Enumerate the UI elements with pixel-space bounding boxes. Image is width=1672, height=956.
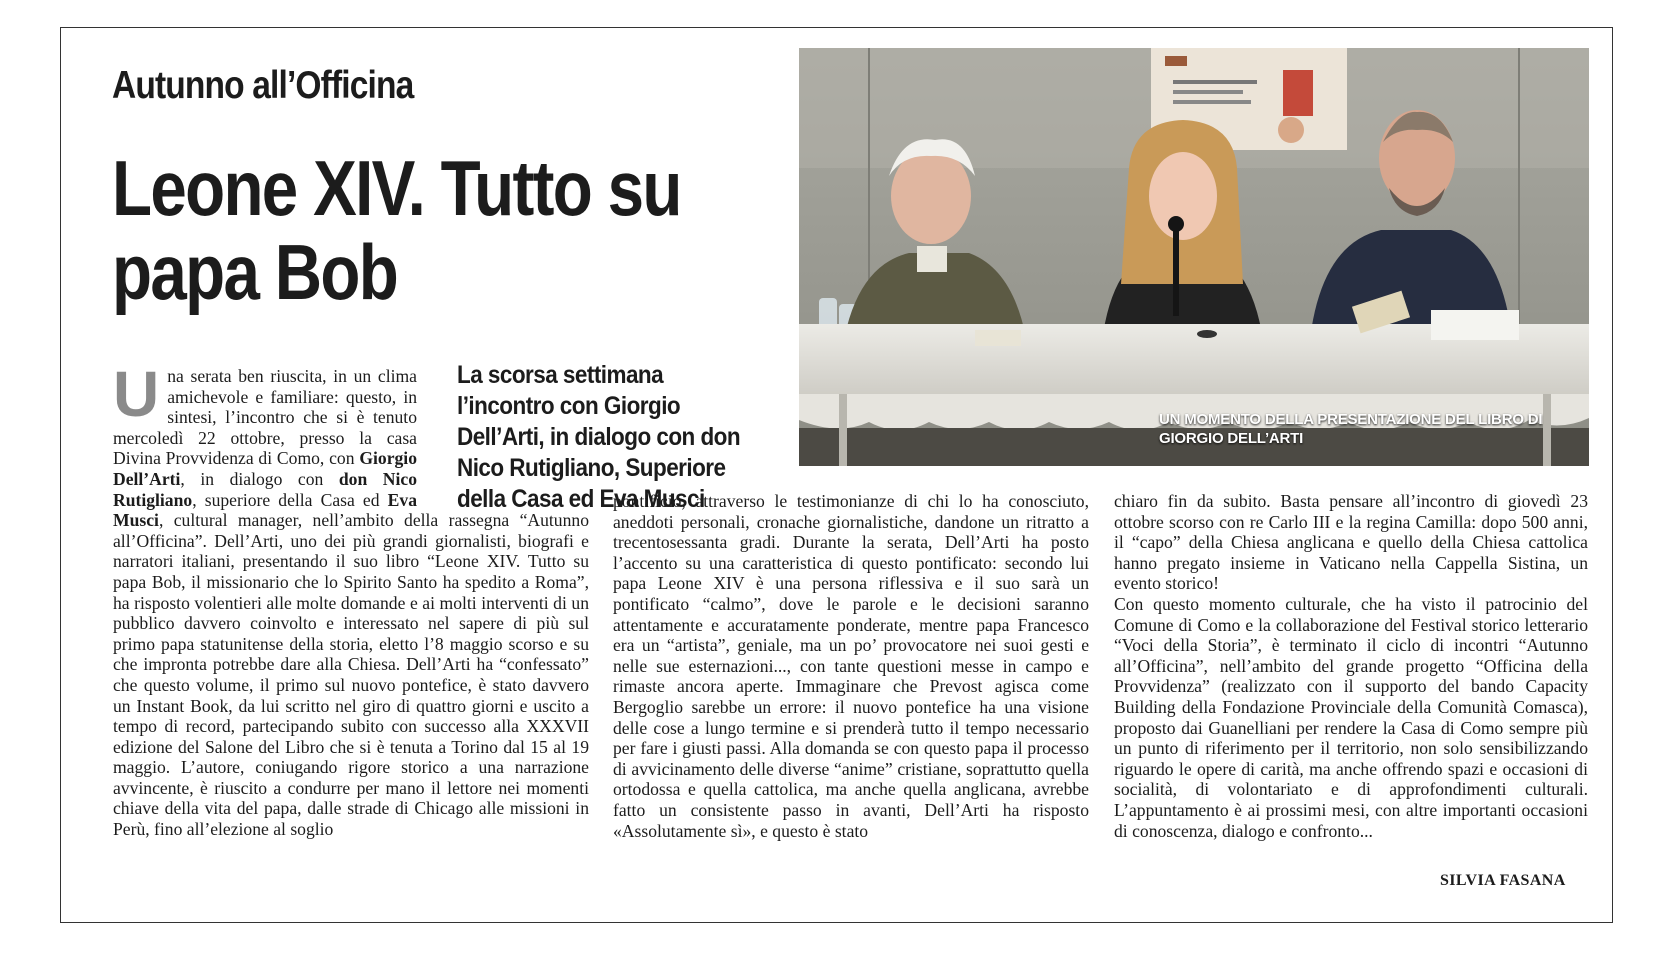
body-paragraph: chiaro fin da subito. Basta pensare all’incontro di giovedì 23 ottobre scorso con re Carlo III e la regina Camilla: dopo 500 anni, il “capo” della Chiesa anglicana e quello della Chiesa cattolica hanno pregato insieme in Vaticano nella Cappella Sistina, un evento storico!: [1114, 491, 1588, 594]
article-headline: Leone XIV. Tutto su papa Bob: [112, 144, 681, 316]
article-byline: SILVIA FASANA: [1440, 872, 1566, 889]
article-column-1: [113, 358, 589, 840]
person-name: don Nico Rutigliano: [113, 468, 417, 510]
article-photo: [799, 48, 1589, 466]
article-summary: La scorsa settimana l’incontro con Giorgio Dell’Arti, in dialogo con don Nico Rutigliano, Superiore della Casa ed Eva Musci: [457, 361, 741, 513]
person-name: Giorgio Dell’Arti: [113, 448, 417, 489]
body-paragraph: pontificio, attraverso le testimonianze di chi lo ha conosciuto, aneddoti personali, cronache giornalistiche, dandone un ritratto a trecentosessanta gradi. Durante la serata, Dell’Arti ha posto l’accento su una caratteristica di questo pontificato: secondo lui papa Leone XIV è una persona riflessiva e il suo sarà un pontificato “calmo”, dove le parole e le decisioni saranno attentamente e accuratamente ponderate, mentre papa Francesco era un “artista”, geniale, ma un po’ provocatore nei suoi gesti e nelle sue esternazioni..., con tante questioni messe in campo e rimaste ancora aperte. Immaginare che Prevost agisca come Bergoglio sarebbe un errore: il nuovo pontefice ha una visione delle cose a lungo termine e si prenderà tutto il tempo necessario per fare i giusti passi. Alla domanda se con questo papa il processo di avvicinamento delle diverse “anime” cristiane, soprattutto quella ortodossa e quella cattolica, ma anche quella anglicana, avrebbe fatto un consistente passo in avanti, Dell’Arti ha risposto «Assolutamente sì», e questo è stato: [613, 491, 1089, 841]
body-text: , in dialogo con: [180, 468, 339, 489]
summary-wrap-space: [417, 366, 589, 510]
body-paragraph: Con questo momento culturale, che ha visto il patrocinio del Comune di Como e la collaborazione del Festival storico letterario “Voci della Storia”, è terminato il ciclo di incontri “Autunno all’Officina”, nell’ambito del grande progetto “Officina della Provvidenza” (realizzato con il supporto del bando Capacity Building della Fondazione Provinciale della Comunità Comasca), proposto dai Guanelliani per rendere la Casa di Como sempre più un punto di riferimento per il territorio, non solo sensibilizzando riguardo le opere di carità, ma anche offrendo spazi e occasioni di socialità, di volontariato e di approfondimenti culturali. L’appuntamento è ai prossimi mesi, con altre importanti occasioni di conoscenza, dialogo e confronto...: [1114, 593, 1588, 841]
person-name: Eva Musci: [113, 489, 417, 531]
article-kicker: Autunno all’Officina: [112, 64, 414, 107]
article-column-2: [613, 491, 1089, 841]
body-text: na serata ben riuscita, in un clima amichevole e familiare: questo, in sintesi, l’incontro che si è tenuto mercoledì 22 ottobre, presso la casa Divina Provvidenza di Como, con: [113, 366, 417, 469]
body-text: , cultural manager, nell’ambito della rassegna “Autunno all’Officina”. Dell’Arti, uno dei più grandi giornalisti, biografi e narratori italiani, presentando il suo libro “Leone XIV. Tutto su papa Bob, il missionario che lo Spirito Santo ha spedito a Roma”, ha risposto volentieri alle molte domande e ai molti interventi di un pubblico davvero coinvolto e interessato nel sapere di più sul primo papa statunitense della storia, eletto l’8 maggio scorso e su che impronta potrebbe dare alla Chiesa. Dell’Arti ha “confessato” che questo volume, il primo sul nuovo pontefice, è stato davvero un Instant Book, da lui scritto nel giro di quattro giorni e uscito a tempo di record, partecipando subito con successo alla XXXVII edizione del Salone del Libro che si è tenuta a Torino dal 15 al 19 maggio. L’autore, coniugando rigore storico a una narrazione avvincente, è riuscito a condurre per mano il lettore nei momenti chiave della vita del papa, dalle strade di Chicago alle missioni in Perù, fino all’elezione al soglio: [113, 510, 589, 840]
drop-cap: U: [113, 358, 160, 430]
body-text: , superiore della Casa ed: [192, 489, 388, 510]
photo-caption: UN MOMENTO DELLA PRESENTAZIONE DEL LIBRO DI GIORGIO DELL’ARTI: [1159, 411, 1543, 447]
article-column-3: [1114, 491, 1588, 841]
presentation-photo-illustration: [799, 48, 1589, 466]
